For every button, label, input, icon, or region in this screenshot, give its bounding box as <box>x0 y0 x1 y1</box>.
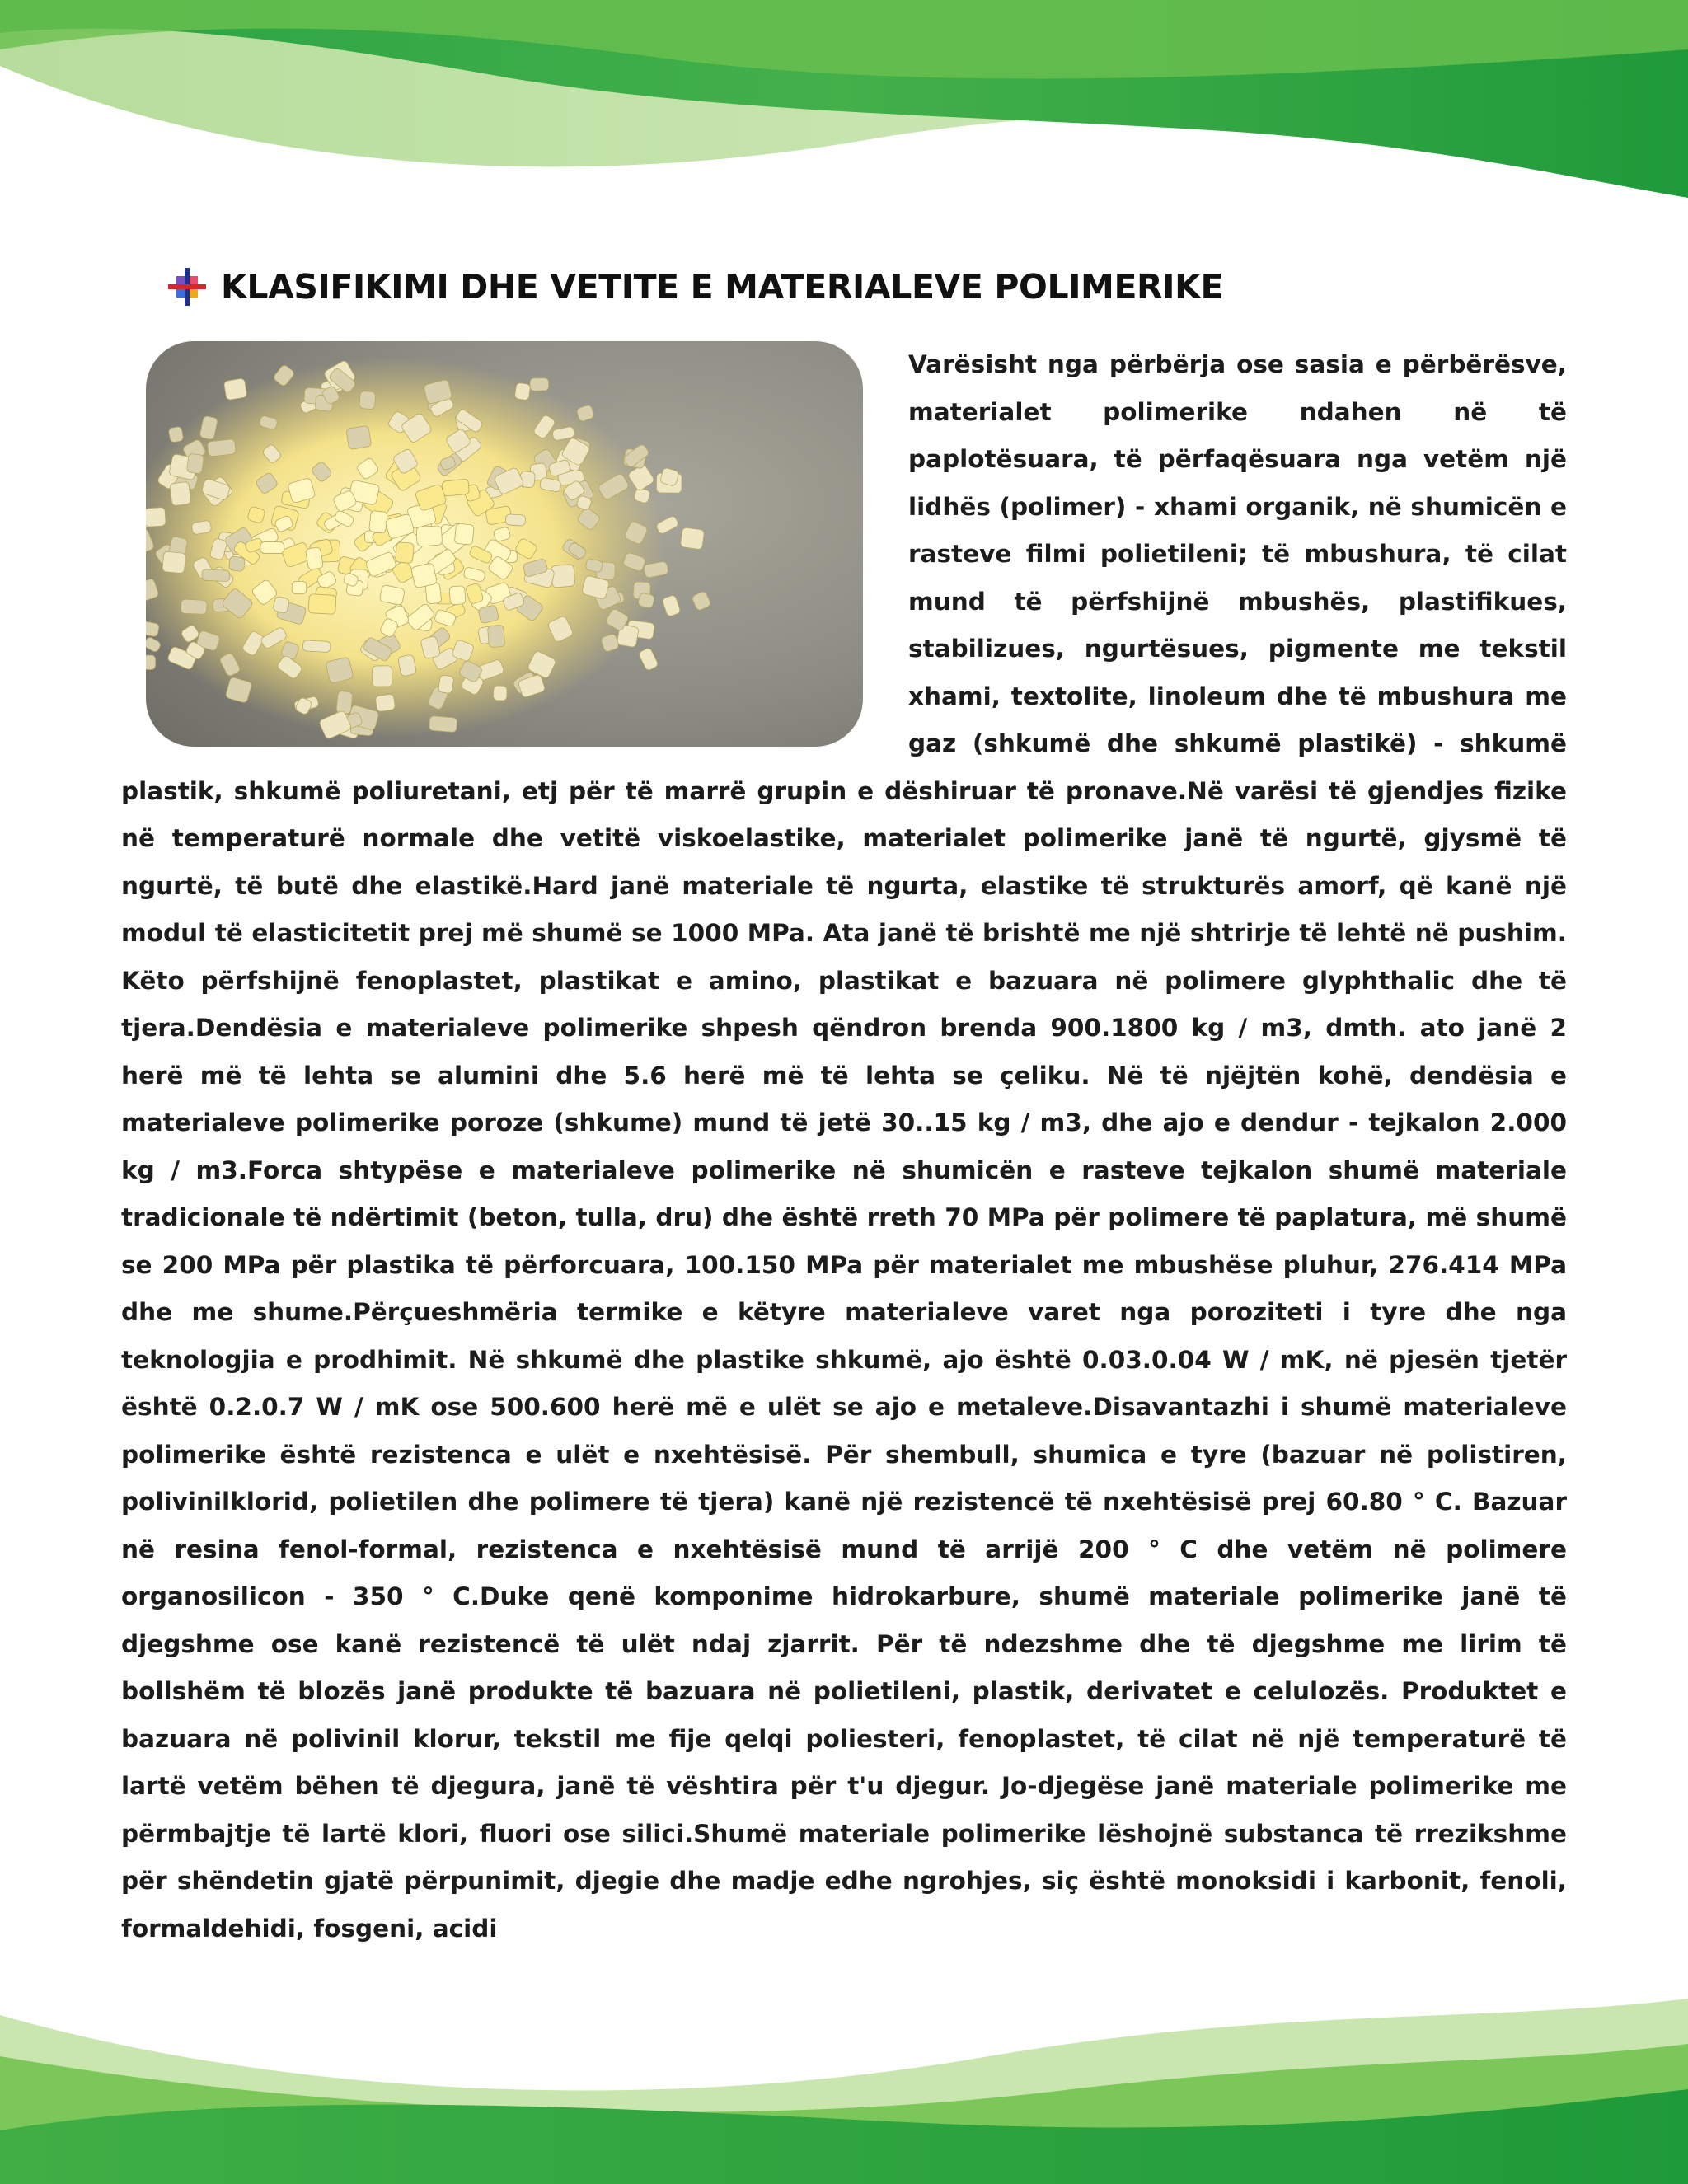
polymer-granules-image <box>146 341 863 747</box>
granule <box>207 439 236 457</box>
granule <box>308 594 336 615</box>
granule <box>375 694 396 712</box>
granule <box>410 563 437 588</box>
granule <box>302 640 331 653</box>
granule <box>223 378 247 401</box>
granule <box>292 581 307 593</box>
granule <box>162 551 186 574</box>
granule <box>449 586 466 605</box>
granule <box>369 510 388 533</box>
granule <box>505 514 525 527</box>
granule <box>346 425 372 450</box>
granule <box>493 686 507 701</box>
section-heading <box>165 262 1566 312</box>
granule <box>454 523 474 545</box>
granule <box>229 556 246 572</box>
bullet-cross-icon <box>165 265 209 309</box>
granule <box>680 527 705 550</box>
granule <box>442 479 469 496</box>
article-body <box>121 341 1567 1952</box>
page-title: KLASIFIKIMI DHE VETITE E MATERIALEVE POLIMERIKE <box>221 267 1224 307</box>
granule <box>396 542 415 564</box>
granule <box>551 565 575 588</box>
body-paragraph: Varësisht nga përbërja ose sasia e përbërësve, materialet polimerike ndahen në të paplotësuara, të përfaqësuara nga vetëm një lidhës (polimer) - xhami organik, në shumicën e rasteve filmi polietileni; të mbushura, të cilat mund të përfshijnë mbushës, plastifikues, stabilizues, ngurtësues, pigmente me tekstil xhami, textolite, linoleum dhe të mbushura me gaz (shkumë dhe shkumë plastikë) - shkumë plastik, shkumë poliuretani, etj për të marrë grupin e dëshiruar të pronave.Në varësi të gjendjes fizike në temperaturë normale dhe vetitë viskoelastike, materialet polimerike janë të ngurtë, gjysmë të ngurtë, të butë dhe elastikë.Hard janë materiale të ngurta, elastike të strukturës amorf, që kanë një modul të elasticitetit prej më shumë se 1000 MPa. Ata janë të brishtë me një shtrirje të lehtë në pushim. Këto përfshijnë fenoplastet, plastikat e amino, plastikat e bazuara në polimere glyphthalic dhe të tjera.Dendësia e materialeve polimerike shpesh qëndron brenda 900.1800 kg / m3, dmth. ato janë 2 herë më të lehta se alumini dhe 5.6 herë më të lehta se çeliku. Në të njëjtën kohë, dendësia e materialeve polimerike poroze (shkume) mund të jetë 30..15 kg / m3, dhe ajo e dendur - tejkalon 2.000 kg / m3.Forca shtypëse e materialeve polimerike në shumicën e rasteve tejkalon shumë materiale tradicionale të ndërtimit (beton, tulla, dru) dhe është rreth 70 MPa për polimere të paplatura, më shumë se 200 MPa për plastika të përforcuara, 100.150 MPa për materialet me mbushëse pluhur, 276.414 MPa dhe me shume.Përçueshmëria termike e këtyre materialeve varet nga poroziteti i tyre dhe nga teknologjia e prodhimit. Në shkumë dhe plastike shkumë, ajo është 0.03.0.04 W / mK, në pjesën tjetër është 0.2.0.7 W / mK ose 500.600 herë më e ulët se ajo e metaleve.Disavantazhi i shumë materialeve polimerike është rezistenca e ulët e nxehtësisë. Për shembull, shumica e tyre (bazuar në polistiren, polivinilklorid, polietilen dhe polimere të tjera) kanë një rezistencë të nxehtësisë prej 60.80 ° C. Bazuar në resina fenol-formal, rezistenca e nxehtësisë mund të arrijë 200 ° C dhe vetëm në polimere organosilicon - 350 ° C.Duke qenë komponime hidrokarbure, shumë materiale polimerike janë të djegshme ose kanë rezistencë të ulët ndaj zjarrit. Për të ndezshme dhe të djegshme me lirim të bollshëm të blozës janë produkte të bazuara në polietileni, plastik, derivatet e celulozës. Produktet e bazuara në polivinil klorur, tekstil me fije qelqi poliesteri, fenoplastet, të cilat në një temperaturë të lartë vetëm bëhen të djegura, janë të vështira për t'u djegur. Jo-djegëse janë materiale polimerike me përmbajtje të lartë klori, fluori ose silici.Shumë materiale polimerike lëshojnë substanca të rrezikshme për shëndetin gjatë përpunimit, djegie dhe madje edhe ngrohjes, siç është monoksidi i karbonit, fenoli, formaldehidi, fosgeni, acidi <box>121 350 1567 1943</box>
granule <box>416 526 443 546</box>
granule <box>168 426 184 443</box>
granule <box>202 569 231 582</box>
granule <box>429 715 457 732</box>
granule <box>146 507 166 527</box>
granule <box>305 546 323 569</box>
granule <box>336 691 353 714</box>
granule <box>181 599 207 615</box>
granule <box>170 481 191 506</box>
granule <box>530 378 549 391</box>
granule <box>260 542 284 554</box>
granule <box>438 675 454 694</box>
granule <box>146 655 156 670</box>
bottom-wave-decoration <box>0 1966 1688 2184</box>
top-wave-decoration <box>0 0 1688 223</box>
granule <box>186 453 204 474</box>
granule <box>359 391 376 409</box>
granule <box>487 625 504 647</box>
granule <box>372 666 392 687</box>
granule <box>514 382 531 401</box>
